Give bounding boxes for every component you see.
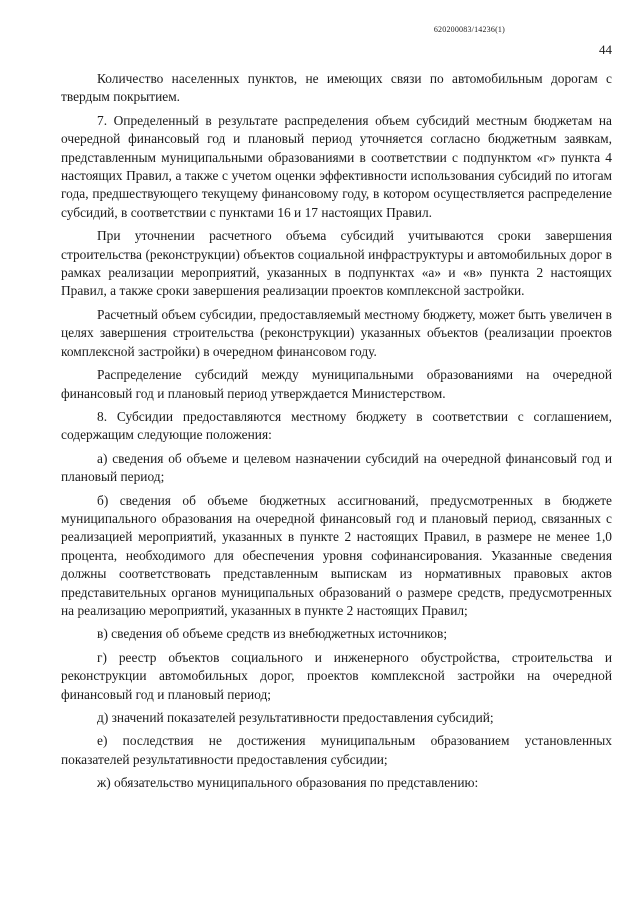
paragraph-item-8: 8. Субсидии предоставляются местному бюджету в соответствии с соглашением, содержащим следующие положения:	[61, 408, 612, 443]
paragraph-subitem-a: а) сведения об объеме и целевом назначении субсидий на очередной финансовый год и плановый период;	[61, 450, 612, 485]
paragraph-distribution-approval: Распределение субсидий между муниципальными образованиями на очередной финансовый год и плановый период утверждается Министерством.	[61, 367, 612, 401]
document-body	[61, 70, 612, 798]
paragraph-subitem-e: е) последствия не достижения муниципальным образованием установленных показателей результативности предоставления субсидии;	[61, 733, 612, 767]
paragraph-subitem-zh: ж) обязательство муниципального образования по представлению:	[97, 775, 479, 791]
paragraph-subitem-d: д) значений показателей результативности предоставления субсидий;	[97, 710, 494, 725]
paragraph-subitem-v: в) сведения об объеме средств из внебюджетных источников;	[97, 626, 448, 642]
paragraph-subitem-g: г) реестр объектов социального и инженерного обустройства, строительства и реконструкции автомобильных дорог, проектов комплексной застройки на очередной финансовый год и плановый период;	[61, 649, 612, 702]
paragraph-settlements-count: Количество населенных пунктов, не имеющих связи по автомобильным дорогам с твердым покрытием.	[61, 71, 612, 105]
page-number: 44	[599, 42, 612, 57]
paragraph-subitem-b: б) сведения об объеме бюджетных ассигнований, предусмотренных в бюджете муниципального образования на очередной финансовый год и плановый период, связанных с реализацией мероприятий, указанных в пункте 2 настоящих Правил, в размере не менее 1,0 процента, необходимого для обеспечения уровня софинансирования. Указанные сведения должны соответствовать представленным выпискам из нормативных правовых актов представительных органов муниципальных образований о размере средств, предусмотренных на реализацию мероприятий, указанных в пункте 2 настоящих Правил;	[61, 492, 612, 618]
paragraph-subsidy-increase: Расчетный объем субсидии, предоставляемый местному бюджету, может быть увеличен в целях завершения строительства (реконструкции) указанных объектов (реализации проектов комплексной застройки) в очередном финансовом году.	[61, 306, 612, 359]
paragraph-item-7: 7. Определенный в результате распределения объем субсидий местным бюджетам на очередной финансовый год и плановый период уточняется согласно бюджетным заявкам, представленным муниципальными образованиями в соответствии с подпунктом «г» пункта 4 настоящих Правил, а также с учетом оценки эффективности использования субсидий по итогам года, предшествующего текущему финансовому году, в котором осуществляется распределение субсидий, в соответствии с пунктами 16 и 17 настоящих Правил.	[61, 112, 612, 220]
paragraph-construction-terms: При уточнении расчетного объема субсидий учитываются сроки завершения строительства (реконструкции) объектов социальной инфраструктуры и автомобильных дорог в рамках реализации мероприятий, указанных в подпунктах «а» и «в» пункта 2 настоящих Правил, а также сроки завершения реализации проектов комплексной застройки.	[61, 228, 612, 299]
document-id: 620200083/14236(1)	[433, 25, 505, 34]
